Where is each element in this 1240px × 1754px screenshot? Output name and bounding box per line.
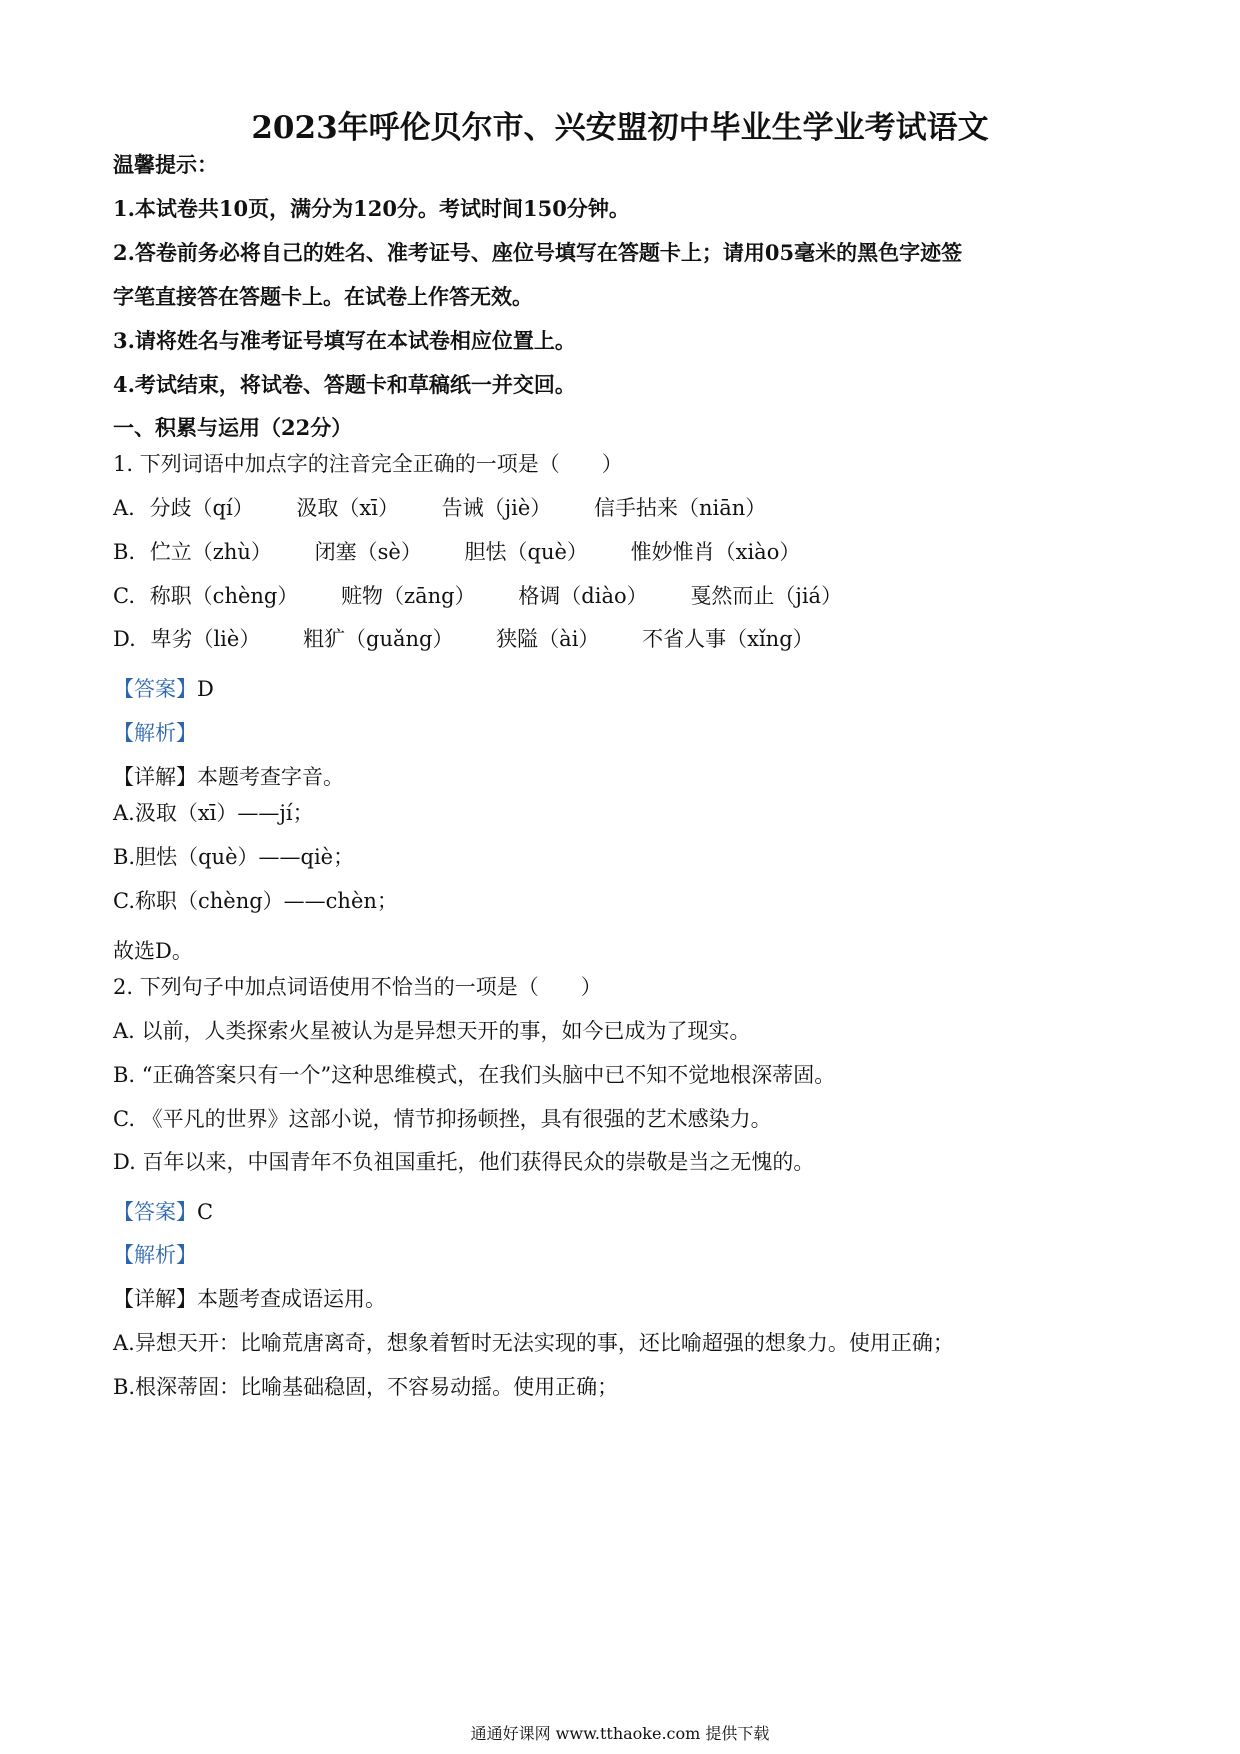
q2-option-b: B. “正确答案只有一个”这种思维模式，在我们头脑中已不知不觉地根深蒂固。 (113, 1063, 836, 1087)
answer-tag: 【答案】 (113, 1200, 197, 1224)
option-item: 赃物（zāng） (341, 584, 476, 608)
q2-option-d: D. 百年以来，中国青年不负祖国重托，他们获得民众的崇敬是当之无愧的。 (113, 1150, 815, 1174)
option-item: 信手拈来（niān） (593, 496, 767, 520)
q2-detail-line-a: A.异想天开：比喻荒唐离奇，想象着暂时无法实现的事，还比喻超强的想象力。使用正确； (113, 1331, 954, 1355)
q2-answer (113, 1197, 213, 1227)
q1-answer (113, 674, 214, 704)
section-heading: 一、积累与运用（22分） (113, 415, 353, 440)
option-label: D. (113, 627, 136, 651)
notice-item-2: 2.答卷前务必将自己的姓名、准考证号、座位号填写在答题卡上；请用05毫米的黑色字迹签 (113, 240, 963, 265)
notice-item-4: 4.考试结束，将试卷、答题卡和草稿纸一并交回。 (113, 372, 576, 397)
option-item: 戛然而止（jiá） (690, 584, 843, 608)
q1-detail (113, 762, 344, 792)
q1-stem: 1. 下列词语中加点字的注音完全正确的一项是（ ） (113, 452, 623, 476)
q1-detail-line-b: B.胆怯（què）——qiè； (113, 845, 355, 869)
notice-heading: 温馨提示： (113, 152, 218, 177)
page-title: 2023年呼伦贝尔市、兴安盟初中毕业生学业考试语文 (251, 110, 989, 146)
detail-tag: 【详解】 (113, 765, 197, 789)
q2-option-c: C. 《平凡的世界》这部小说，情节抑扬顿挫，具有很强的艺术感染力。 (113, 1107, 772, 1131)
q1-option-a (113, 493, 766, 523)
option-item: 闭塞（sè） (314, 540, 422, 564)
answer-tag: 【答案】 (113, 677, 197, 701)
q1-conclusion: 故选D。 (113, 939, 193, 963)
option-item: 惟妙惟肖（xiào） (630, 540, 801, 564)
q1-option-b (113, 537, 800, 567)
q1-detail-line-c: C.称职（chèng）——chèn； (113, 889, 398, 913)
q1-analysis-tag: 【解析】 (113, 721, 197, 745)
option-item: 伫立（zhù） (149, 540, 272, 564)
option-item: 称职（chèng） (149, 584, 299, 608)
option-label: A. (113, 496, 135, 520)
option-item: 不省人事（xǐng） (642, 627, 814, 651)
notice-item-1: 1.本试卷共10页，满分为120分。考试时间150分钟。 (113, 196, 630, 221)
option-label: B. (113, 540, 136, 564)
q2-option-a: A. 以前，人类探索火星被认为是异想天开的事，如今已成为了现实。 (113, 1019, 751, 1043)
option-item: 卑劣（liè） (150, 627, 261, 651)
notice-item-2-cont: 字笔直接答在答题卡上。在试卷上作答无效。 (113, 284, 533, 309)
notice-item-3: 3.请将姓名与准考证号填写在本试卷相应位置上。 (113, 328, 576, 353)
detail-tag: 【详解】 (113, 1287, 197, 1311)
answer-value: C (197, 1200, 214, 1224)
option-item: 粗犷（guǎng） (303, 627, 454, 651)
option-item: 胆怯（què） (464, 540, 588, 564)
q2-detail-line-b: B.根深蒂固：比喻基础稳固，不容易动摇。使用正确； (113, 1375, 619, 1399)
answer-value: D (197, 677, 214, 701)
option-item: 格调（diào） (518, 584, 648, 608)
option-item: 分歧（qí） (149, 496, 254, 520)
option-label: C. (113, 584, 135, 608)
q2-detail (113, 1284, 386, 1314)
q2-analysis-tag: 【解析】 (113, 1243, 197, 1267)
page-footer: 通通好课网 www.tthaoke.com 提供下载 (470, 1724, 770, 1743)
detail-text: 本题考查字音。 (197, 765, 344, 789)
q1-detail-line-a: A.汲取（xī）——jí； (113, 801, 314, 825)
q1-option-c (113, 581, 842, 611)
q1-option-d (113, 624, 814, 654)
detail-text: 本题考查成语运用。 (197, 1287, 386, 1311)
option-item: 告诫（jiè） (441, 496, 552, 520)
option-item: 汲取（xī） (296, 496, 399, 520)
q2-stem: 2. 下列句子中加点词语使用不恰当的一项是（ ） (113, 975, 602, 999)
option-item: 狭隘（ài） (496, 627, 600, 651)
